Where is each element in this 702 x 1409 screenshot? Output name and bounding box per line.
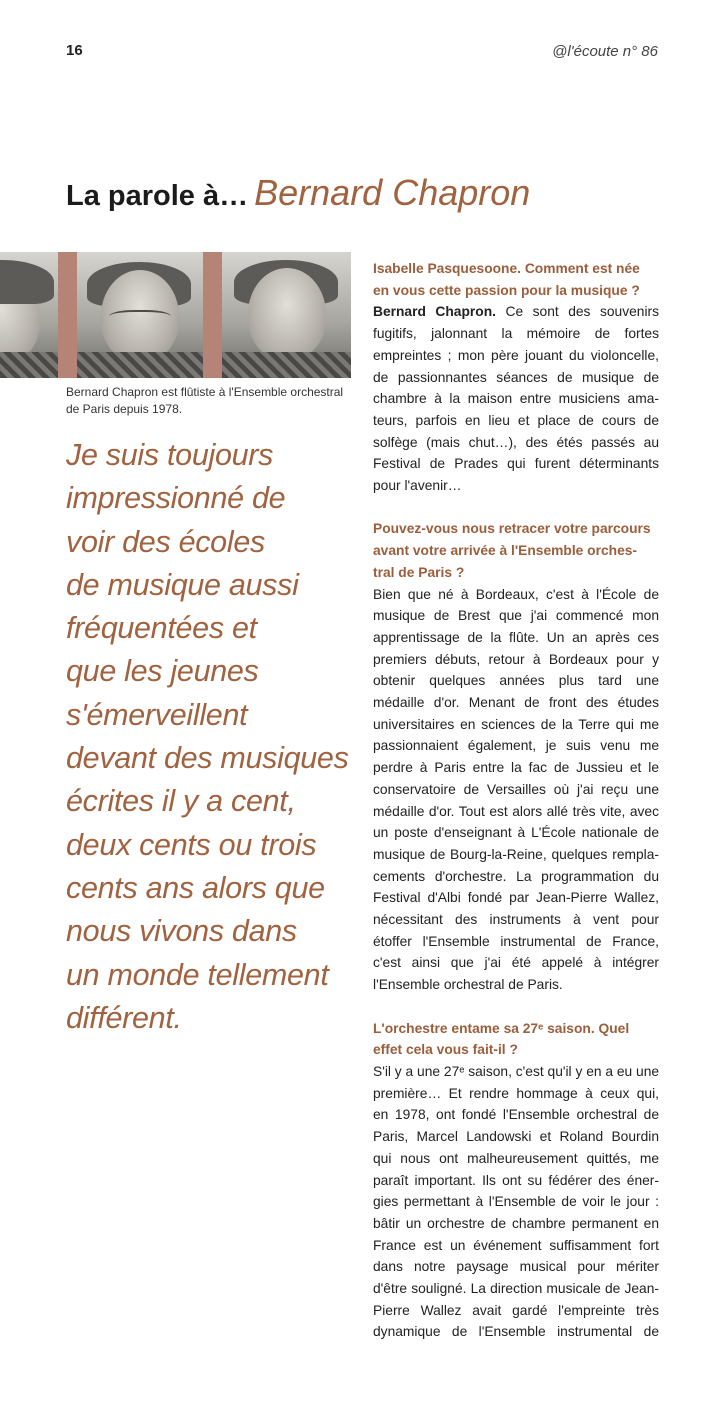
answer-line: perdre à Paris entre la fac de Jussieu et le — [373, 760, 659, 776]
answer-line: gies permettant à l'Ensemble de voir le jour : — [373, 1194, 659, 1210]
answer-line: dans notre paysage musical pour mériter — [373, 1259, 659, 1275]
quote-line: impressionné de — [66, 481, 286, 516]
answer-line: universitaires en sciences de la Terre qui me — [373, 716, 659, 732]
question-line: tral de Paris ? — [373, 564, 465, 580]
question-line: en vous cette passion pour la musique ? — [373, 282, 640, 298]
quote-line: de musique aussi — [66, 567, 299, 602]
question-line: effet cela vous fait-il ? — [373, 1042, 518, 1058]
answer-line: passionnaient également, je suis venu me — [373, 738, 659, 754]
answer-line: France est un événement suffisamment fort — [373, 1237, 659, 1253]
portrait-strip — [0, 252, 351, 378]
quote-line: deux cents ou trois — [66, 827, 317, 862]
answer-line: fugitifs, jalonnant la mémoire de fortes — [373, 326, 659, 342]
question-line: Pouvez-vous nous retracer votre parcours — [373, 521, 651, 537]
answer-line: Bien que né à Bordeaux, c'est à l'École de — [373, 586, 659, 602]
quote-line: nous vivons dans — [66, 914, 297, 949]
title-lead: La parole à… — [66, 180, 249, 212]
answer-line: qui nous ont malheureusement quittés, me — [373, 1150, 659, 1166]
question-1 — [373, 258, 659, 301]
portrait-photo-2 — [77, 252, 203, 378]
answer-line: première… Et rendre hommage à ceux qui, — [373, 1085, 659, 1101]
answer-line: médaille d'or. Tout est alors allé très vite, avec — [373, 803, 659, 819]
issue-label: @l'écoute n° 86 — [552, 43, 658, 60]
quote-line: cents ans alors que — [66, 870, 325, 905]
question-line: Isabelle Pasquesoone. Comment est née — [373, 261, 640, 276]
question-line: L'orchestre entame sa 27ᵉ saison. Quel — [373, 1020, 630, 1036]
answer-line: Paris, Marcel Landowski et Roland Bourdin — [373, 1129, 659, 1145]
quote-line: que les jeunes — [66, 654, 259, 689]
answer-line: conservatoire de Versailles où j'ai reçu une — [373, 781, 659, 797]
answer-line: d'être souligné. La direction musicale de Jean- — [373, 1281, 659, 1297]
quote-line: devant des musiques — [66, 741, 349, 776]
answer-line: teurs, parfois en lieu et place de cours de — [373, 412, 659, 428]
title-name: Bernard Chapron — [254, 172, 531, 213]
answer-line: premiers débuts, retour à Bordeaux pour y — [373, 651, 659, 667]
quote-line: voir des écoles — [66, 524, 265, 559]
interview-column — [373, 258, 659, 1343]
question-line: avant votre arrivée à l'Ensemble orches- — [373, 543, 638, 559]
answer-line: bâtir un orchestre de chambre permanent en — [373, 1215, 659, 1231]
answer-line: c'est ainsi que j'ai été appelé à intégrer — [373, 955, 659, 971]
answer-1 — [373, 301, 659, 496]
answer-line: Festival de Prades qui furent déterminants — [373, 456, 659, 472]
answer-3 — [373, 1061, 659, 1343]
page-number: 16 — [66, 42, 83, 59]
answer-line: Pierre Wallez avait gardé l'empreinte très — [373, 1302, 659, 1318]
answer-line: en 1978, ont fondé l'Ensemble orchestral de — [373, 1107, 659, 1123]
quote-line: différent. — [66, 1000, 182, 1035]
answer-line: musique de Bourg-la-Reine, quelques rempla- — [373, 846, 659, 862]
quote-line: un monde tellement — [66, 957, 329, 992]
quote-line: écrites il y a cent, — [66, 784, 296, 819]
answer-line: pour l'avenir… — [373, 478, 462, 494]
answer-line: Festival d'Albi fondé par Jean-Pierre Wallez, — [373, 890, 659, 906]
question-3 — [373, 1018, 659, 1061]
answer-line: un poste d'enseignant à L'École nationale de — [373, 825, 659, 841]
answer-line: de passionnantes séances de musique de — [373, 369, 659, 385]
answer-line: apprentissage de la flûte. Un an après ces — [373, 629, 659, 645]
photo-caption: Bernard Chapron est flûtiste à l'Ensemble orchestral de Paris depuis 1978. — [66, 385, 344, 416]
quote-line: Je suis toujours — [66, 438, 274, 472]
portrait-photo-3 — [222, 252, 351, 378]
quote-line: s'émerveillent — [66, 697, 248, 732]
answer-line: cements d'orchestre. La programmation du — [373, 868, 659, 884]
answer-line: paraît important. Ils ont su fédérer des éner- — [373, 1172, 659, 1188]
answer-line — [373, 301, 659, 323]
answer-line: solfège (mais chut…), des étés passés au — [373, 434, 659, 450]
answer-line: chambre à la maison entre musiciens ama- — [373, 391, 659, 407]
quote-line: fréquentées et — [66, 611, 257, 646]
answer-line: dynamique de l'Ensemble instrumental de — [373, 1324, 659, 1340]
article-title — [66, 172, 530, 214]
answer-line: empreintes ; mon père jouant du violoncelle, — [373, 347, 659, 363]
speaker-name: Bernard Chapron. — [373, 304, 496, 320]
portrait-photo-1 — [0, 252, 58, 378]
answer-line: étoffer l'Ensemble instrumental de France, — [373, 933, 659, 949]
answer-line: musique de Brest que j'ai commencé mon — [373, 608, 659, 624]
answer-line: l'Ensemble orchestral de Paris. — [373, 977, 563, 993]
answer-2 — [373, 584, 659, 996]
answer-line: S'il y a une 27ᵉ saison, c'est qu'il y en a eu une — [373, 1063, 660, 1079]
answer-text: Ce sont des souvenirs — [505, 304, 659, 320]
pull-quote — [66, 434, 356, 1040]
answer-line: médaille d'or. Menant de front des études — [373, 695, 659, 711]
answer-line: obtenir quelques années plus tard une — [373, 673, 659, 689]
question-2 — [373, 518, 659, 583]
answer-line: nécessitant des instruments à vent pour — [373, 912, 659, 928]
